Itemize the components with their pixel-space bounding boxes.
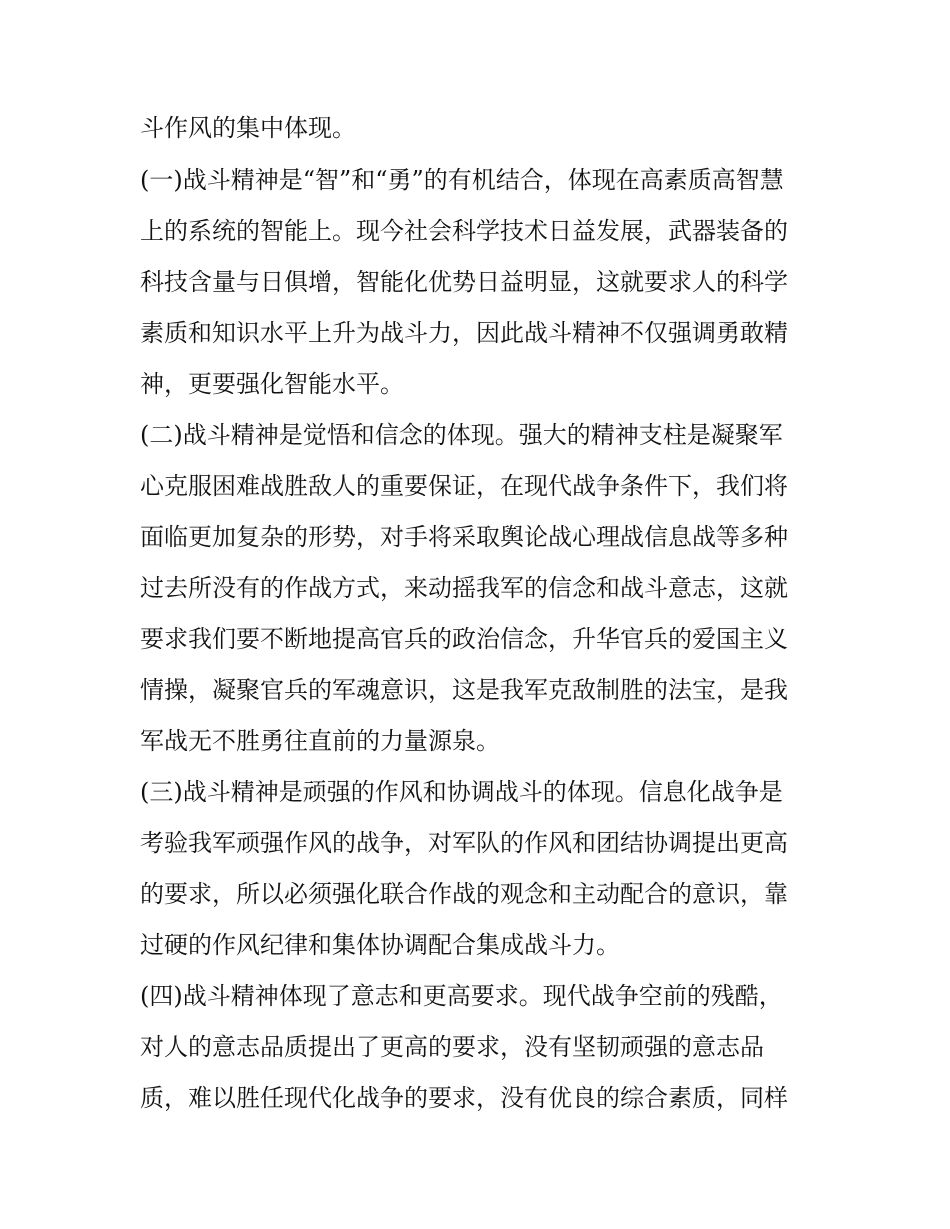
text-line: (一)战斗精神是“智”和“勇”的有机结合，体现在高素质高智慧 bbox=[140, 166, 784, 194]
text-line: 斗作风的集中体现。 bbox=[140, 114, 356, 142]
text-line: 要求我们要不断地提高官兵的政治信念，升华官兵的爱国主义 bbox=[140, 625, 788, 653]
text-line: 考验我军顽强作风的战争，对军队的作风和团结协调提出更高 bbox=[140, 829, 788, 857]
text-line: (三)战斗精神是顽强的作风和协调战斗的体现。信息化战争是 bbox=[140, 778, 783, 806]
text-line: 过硬的作风纪律和集体协调配合集成战斗力。 bbox=[140, 931, 620, 959]
text-line: 质，难以胜任现代化战争的要求，没有优良的综合素质，同样 bbox=[140, 1084, 788, 1112]
text-line: 神，更要强化智能水平。 bbox=[140, 370, 404, 398]
text-line: 的要求，所以必须强化联合作战的观念和主动配合的意识，靠 bbox=[140, 880, 788, 908]
text-line: 面临更加复杂的形势，对手将采取舆论战心理战信息战等多种 bbox=[140, 523, 788, 551]
text-line: 素质和知识水平上升为战斗力，因此战斗精神不仅强调勇敢精 bbox=[140, 319, 788, 347]
text-line: 科技含量与日俱增，智能化优势日益明显，这就要求人的科学 bbox=[140, 268, 788, 296]
text-line: 过去所没有的作战方式，来动摇我军的信念和战斗意志，这就 bbox=[140, 574, 788, 602]
text-line: 对人的意志品质提出了更高的要求，没有坚韧顽强的意志品 bbox=[140, 1033, 764, 1061]
text-line: (二)战斗精神是觉悟和信念的体现。强大的精神支柱是凝聚军 bbox=[140, 421, 783, 449]
text-line: 心克服困难战胜敌人的重要保证，在现代战争条件下，我们将 bbox=[140, 472, 788, 500]
text-line: 军战无不胜勇往直前的力量源泉。 bbox=[140, 727, 500, 755]
text-line: 情操，凝聚官兵的军魂意识，这是我军克敌制胜的法宝，是我 bbox=[140, 676, 788, 704]
text-line: (四)战斗精神体现了意志和更高要求。现代战争空前的残酷， bbox=[140, 982, 783, 1010]
text-line: 上的系统的智能上。现今社会科学技术日益发展，武器装备的 bbox=[140, 217, 788, 245]
